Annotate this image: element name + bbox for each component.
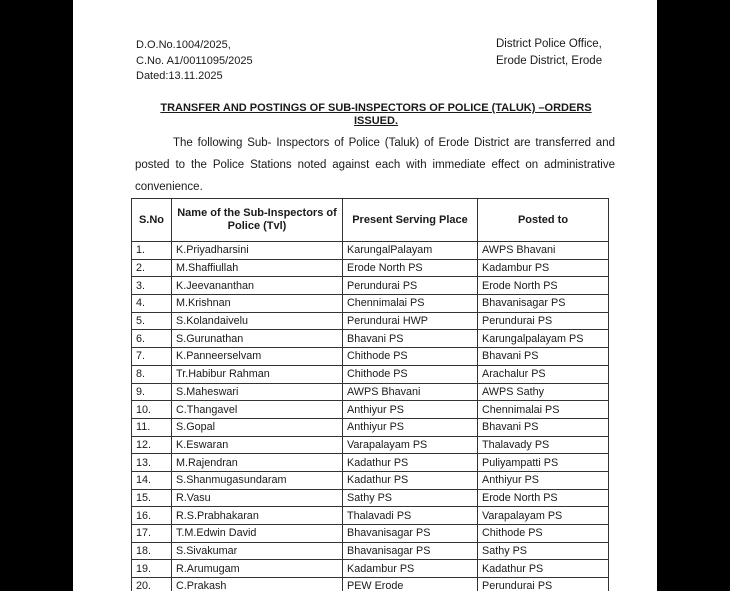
cell-sno: 9. <box>132 383 172 401</box>
cell-posted: Anthiyur PS <box>478 471 609 489</box>
cell-sno: 4. <box>132 295 172 313</box>
do-number: D.O.No.1004/2025, <box>136 39 231 51</box>
cell-present: Chennimalai PS <box>343 295 478 313</box>
cell-sno: 3. <box>132 277 172 295</box>
cell-present: Bhavanisagar PS <box>343 525 478 543</box>
table-row <box>132 436 609 454</box>
cell-sno: 19. <box>132 560 172 578</box>
table-row <box>132 330 609 348</box>
cell-name: M.Shaffiullah <box>172 259 343 277</box>
table-row <box>132 560 609 578</box>
cell-sno: 1. <box>132 242 172 260</box>
cell-sno: 11. <box>132 418 172 436</box>
table-row <box>132 525 609 543</box>
cell-name: S.Kolandaivelu <box>172 312 343 330</box>
cell-posted: Perundurai PS <box>478 312 609 330</box>
table-row <box>132 295 609 313</box>
body-paragraph: The following Sub- Inspectors of Police (Taluk) of Erode District are transferred and posted to the Police Stations noted against each with immediate effect on administrative convenience. <box>135 137 615 193</box>
cell-name: S.Shanmugasundaram <box>172 471 343 489</box>
header-posted: Posted to <box>478 199 609 242</box>
table-row <box>132 277 609 295</box>
subject-heading: TRANSFER AND POSTINGS OF SUB-INSPECTORS OF POLICE (TALUK) –ORDERS ISSUED. <box>160 102 592 127</box>
cell-sno: 8. <box>132 365 172 383</box>
cell-present: Kadathur PS <box>343 454 478 472</box>
table-row <box>132 507 609 525</box>
cell-sno: 16. <box>132 507 172 525</box>
cell-sno: 17. <box>132 525 172 543</box>
cell-sno: 2. <box>132 259 172 277</box>
cell-name: R.Arumugam <box>172 560 343 578</box>
table-row <box>132 383 609 401</box>
cell-present: Kadambur PS <box>343 560 478 578</box>
cell-posted: Chithode PS <box>478 525 609 543</box>
office-name: District Police Office, <box>496 38 602 50</box>
cell-posted: Bhavanisagar PS <box>478 295 609 313</box>
office-district: Erode District, Erode <box>496 55 603 67</box>
cell-present: Erode North PS <box>343 259 478 277</box>
cell-posted: Arachalur PS <box>478 365 609 383</box>
date: Dated:13.11.2025 <box>136 70 223 82</box>
office-block <box>496 36 602 70</box>
cell-posted: Erode North PS <box>478 489 609 507</box>
cell-present: Anthiyur PS <box>343 401 478 419</box>
cell-sno: 12. <box>132 436 172 454</box>
cell-present: Bhavanisagar PS <box>343 542 478 560</box>
table-row <box>132 454 609 472</box>
cell-present: PEW Erode <box>343 578 478 591</box>
table-row <box>132 365 609 383</box>
cell-sno: 10. <box>132 401 172 419</box>
cell-name: S.Gopal <box>172 418 343 436</box>
cell-name: Tr.Habibur Rahman <box>172 365 343 383</box>
cell-posted: Sathy PS <box>478 542 609 560</box>
cell-name: R.Vasu <box>172 489 343 507</box>
cell-posted: Chennimalai PS <box>478 401 609 419</box>
cell-posted: Erode North PS <box>478 277 609 295</box>
cell-posted: Puliyampatti PS <box>478 454 609 472</box>
cell-name: K.Priyadharsini <box>172 242 343 260</box>
cell-present: Perundurai HWP <box>343 312 478 330</box>
cell-sno: 5. <box>132 312 172 330</box>
table-header-row <box>132 199 609 242</box>
header-present: Present Serving Place <box>343 199 478 242</box>
cell-present: Sathy PS <box>343 489 478 507</box>
table-row <box>132 242 609 260</box>
cell-posted: Bhavani PS <box>478 348 609 366</box>
cell-name: C.Thangavel <box>172 401 343 419</box>
cell-present: AWPS Bhavani <box>343 383 478 401</box>
cell-name: S.Gurunathan <box>172 330 343 348</box>
header-sno: S.No <box>132 199 172 242</box>
cell-name: M.Rajendran <box>172 454 343 472</box>
cell-posted: AWPS Bhavani <box>478 242 609 260</box>
cell-posted: Varapalayam PS <box>478 507 609 525</box>
transfer-table <box>131 198 609 591</box>
cell-present: KarungalPalayam <box>343 242 478 260</box>
cell-posted: AWPS Sathy <box>478 383 609 401</box>
cell-posted: Kadathur PS <box>478 560 609 578</box>
cell-present: Perundurai PS <box>343 277 478 295</box>
table-row <box>132 312 609 330</box>
table-row <box>132 542 609 560</box>
cell-name: S.Maheswari <box>172 383 343 401</box>
c-number: C.No. A1/0011095/2025 <box>136 54 253 67</box>
cell-name: K.Eswaran <box>172 436 343 454</box>
cell-sno: 15. <box>132 489 172 507</box>
cell-sno: 6. <box>132 330 172 348</box>
cell-sno: 14. <box>132 471 172 489</box>
cell-posted: Bhavani PS <box>478 418 609 436</box>
table-row <box>132 418 609 436</box>
table-row <box>132 348 609 366</box>
cell-present: Anthiyur PS <box>343 418 478 436</box>
cell-posted: Perundurai PS <box>478 578 609 591</box>
cell-present: Chithode PS <box>343 365 478 383</box>
cell-sno: 13. <box>132 454 172 472</box>
table-row <box>132 471 609 489</box>
cell-name: M.Krishnan <box>172 295 343 313</box>
cell-sno: 18. <box>132 542 172 560</box>
cell-name: S.Sivakumar <box>172 542 343 560</box>
cell-posted: Thalavady PS <box>478 436 609 454</box>
cell-sno: 7. <box>132 348 172 366</box>
table-row <box>132 578 609 591</box>
cell-name: K.Panneerselvam <box>172 348 343 366</box>
header-name: Name of the Sub-Inspectors of Police (Tvl) <box>172 199 343 242</box>
cell-present: Bhavani PS <box>343 330 478 348</box>
table-row <box>132 401 609 419</box>
cell-name: R.S.Prabhakaran <box>172 507 343 525</box>
table-row <box>132 489 609 507</box>
cell-posted: Karungalpalayam PS <box>478 330 609 348</box>
reference-block <box>136 38 253 85</box>
document-page <box>73 0 657 591</box>
cell-present: Varapalayam PS <box>343 436 478 454</box>
cell-name: C.Prakash <box>172 578 343 591</box>
cell-sno: 20. <box>132 578 172 591</box>
cell-name: T.M.Edwin David <box>172 525 343 543</box>
cell-posted: Kadambur PS <box>478 259 609 277</box>
cell-name: K.Jeevananthan <box>172 277 343 295</box>
table-row <box>132 259 609 277</box>
cell-present: Kadathur PS <box>343 471 478 489</box>
cell-present: Chithode PS <box>343 348 478 366</box>
cell-present: Thalavadi PS <box>343 507 478 525</box>
